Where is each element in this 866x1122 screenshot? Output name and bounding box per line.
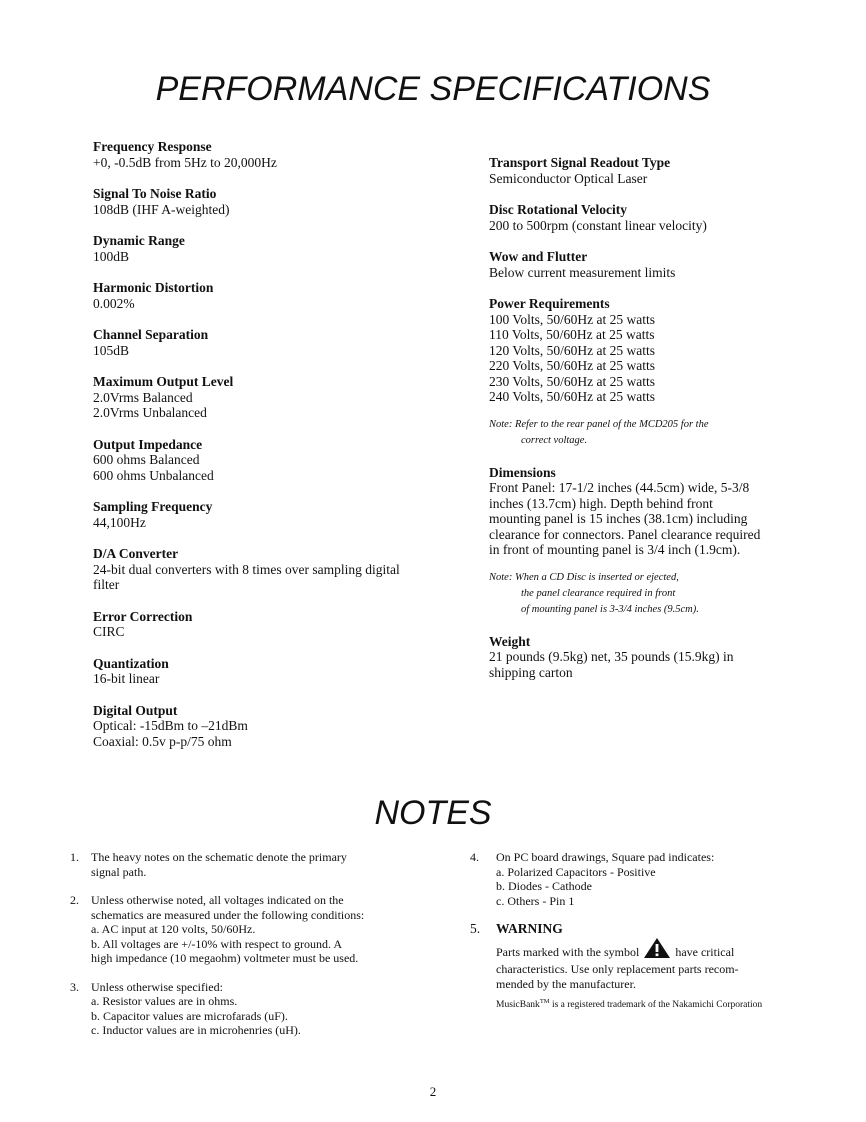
note-number: 3. [70, 979, 79, 994]
spec-heading: D/A Converter [93, 546, 179, 561]
spec-disc-velocity [489, 202, 789, 233]
spec-value: 24-bit dual converters with 8 times over sampling digital [93, 561, 400, 577]
notes-title: NOTES [374, 794, 492, 832]
spec-heading: Harmonic Distortion [93, 280, 214, 295]
note-line: signal path. [91, 864, 147, 879]
note-3 [70, 980, 390, 1038]
spec-heading: Dimensions [489, 464, 556, 480]
spec-heading: Error Correction [93, 608, 193, 624]
spec-value: 100dB [93, 248, 130, 264]
spec-output-impedance [93, 437, 423, 484]
note-line: Unless otherwise specified: [91, 979, 223, 994]
specs-left-column [93, 139, 423, 765]
spec-harmonic-distortion [93, 280, 423, 311]
trademark-notice [496, 995, 790, 1013]
trademark-symbol: TM [539, 998, 550, 1005]
spec-value: 600 ohms Unbalanced [93, 467, 214, 483]
note-line: the panel clearance required in front [521, 587, 676, 599]
spec-heading: Channel Separation [93, 327, 209, 342]
spec-value: Coaxial: 0.5v p-p/75 ohm [93, 733, 232, 749]
spec-value: 16-bit linear [93, 671, 160, 686]
spec-heading: Power Requirements [489, 296, 610, 311]
spec-value: inches (13.7cm) high. Depth behind front [489, 495, 713, 511]
spec-wow-flutter [489, 249, 789, 280]
spec-dynamic-range [93, 233, 423, 264]
spec-heading: Sampling Frequency [93, 499, 213, 514]
note-2 [70, 893, 390, 966]
spec-power-requirements [489, 296, 789, 405]
note-line: schematics are measured under the following conditions: [91, 907, 365, 922]
spec-value: Front Panel: 17-1/2 inches (44.5cm) wide, 5-3/8 [489, 480, 750, 495]
spec-dimensions [489, 465, 789, 558]
note-number: 4. [470, 850, 479, 864]
note-line [496, 937, 790, 963]
note-line: On PC board drawings, Square pad indicates: [496, 850, 715, 864]
spec-heading: Quantization [93, 655, 169, 671]
spec-value: 600 ohms Balanced [93, 452, 200, 467]
spec-value: Semiconductor Optical Laser [489, 170, 648, 186]
note-line: Note: Refer to the rear panel of the MCD205 for the [489, 418, 709, 430]
note-line: a. Polarized Capacitors - Positive [496, 864, 656, 879]
spec-digital-output [93, 703, 423, 750]
warning-heading: WARNING [496, 921, 563, 936]
note-1 [70, 850, 390, 879]
spec-value: 220 Volts, 50/60Hz at 25 watts [489, 358, 656, 373]
spec-da-converter [93, 546, 423, 593]
note-line: of mounting panel is 3-3/4 inches (9.5cm). [521, 603, 699, 615]
spec-value: +0, -0.5dB from 5Hz to 20,000Hz [93, 154, 277, 170]
note-line: a. Resistor values are in ohms. [91, 994, 238, 1008]
note-line: characteristics. Use only replacement parts recom- [496, 962, 739, 976]
spec-value: 105dB [93, 342, 130, 358]
spec-value: filter [93, 577, 120, 592]
spec-heading: Digital Output [93, 702, 178, 718]
spec-value: 0.002% [93, 295, 135, 311]
spec-value: 2.0Vrms Unbalanced [93, 405, 207, 420]
spec-heading: Frequency Response [93, 139, 212, 154]
spec-channel-separation [93, 327, 423, 358]
page-title: PERFORMANCE SPECIFICATIONS [155, 70, 711, 108]
spec-value: 44,100Hz [93, 514, 146, 530]
spec-heading: Transport Signal Readout Type [489, 155, 671, 170]
spec-frequency-response [93, 139, 423, 170]
note-line: a. AC input at 120 volts, 50/60Hz. [91, 922, 256, 936]
note-line: c. Inductor values are in microhenries (uH). [91, 1023, 301, 1037]
spec-value: 200 to 500rpm (constant linear velocity) [489, 217, 707, 233]
spec-quantization [93, 656, 423, 687]
spec-value: mounting panel is 15 inches (38.1cm) including [489, 511, 748, 526]
spec-heading: Weight [489, 633, 531, 649]
spec-heading: Wow and Flutter [489, 249, 588, 264]
note-line: The heavy notes on the schematic denote the primary [91, 850, 347, 864]
spec-weight [489, 634, 789, 681]
spec-value: 108dB (IHF A-weighted) [93, 201, 230, 217]
page-number: 2 [429, 1084, 437, 1099]
spec-value: 2.0Vrms Balanced [93, 389, 193, 405]
spec-heading: Output Impedance [93, 436, 203, 452]
spec-heading: Maximum Output Level [93, 374, 234, 389]
spec-value: 240 Volts, 50/60Hz at 25 watts [489, 389, 656, 404]
note-line: correct voltage. [521, 434, 588, 446]
spec-value: in front of mounting panel is 3/4 inch (1.9cm). [489, 542, 741, 557]
note-number: 2. [70, 893, 79, 907]
spec-error-correction [93, 609, 423, 640]
spec-value: 120 Volts, 50/60Hz at 25 watts [489, 342, 656, 358]
spec-heading: Dynamic Range [93, 233, 185, 248]
specs-right-column [489, 155, 789, 696]
note-line: c. Others - Pin 1 [496, 893, 575, 908]
spec-maximum-output-level [93, 374, 423, 421]
notes-right-column [470, 850, 790, 1027]
warning-text-after: have critical [675, 944, 735, 959]
spec-transport-readout [489, 155, 789, 186]
spec-value: 100 Volts, 50/60Hz at 25 watts [489, 311, 656, 327]
spec-heading: Disc Rotational Velocity [489, 202, 627, 217]
spec-value: Optical: -15dBm to –21dBm [93, 718, 248, 733]
spec-heading: Signal To Noise Ratio [93, 186, 217, 201]
spec-value: 230 Volts, 50/60Hz at 25 watts [489, 373, 656, 389]
note-line: b. Capacitor values are microfarads (uF). [91, 1008, 288, 1023]
note-number: 5. [470, 921, 481, 936]
spec-value: clearance for connectors. Panel clearance required [489, 526, 761, 542]
warning-triangle-icon [643, 937, 671, 963]
note-line: mended by the manufacturer. [496, 976, 636, 991]
trademark-brand: MusicBank [496, 1000, 540, 1011]
note-line: b. All voltages are +/-10% with respect to ground. A [91, 936, 343, 951]
spec-value: Below current measurement limits [489, 264, 676, 280]
power-note [489, 417, 789, 449]
note-line: Unless otherwise noted, all voltages indicated on the [91, 893, 344, 907]
warning-text-before: Parts marked with the symbol [496, 944, 640, 959]
spec-value: 110 Volts, 50/60Hz at 25 watts [489, 327, 655, 342]
dimensions-note [489, 570, 789, 618]
spec-value: CIRC [93, 624, 125, 639]
note-number: 1. [70, 850, 79, 864]
note-5-warning [470, 922, 790, 1013]
note-line: high impedance (10 megaohm) voltmeter must be used. [91, 951, 359, 965]
spec-signal-to-noise [93, 186, 423, 217]
spec-value: shipping carton [489, 664, 573, 680]
notes-left-column [70, 850, 390, 1052]
trademark-text: is a registered trademark of the Nakamichi Corporation [549, 1000, 763, 1011]
spec-value: 21 pounds (9.5kg) net, 35 pounds (15.9kg) in [489, 649, 734, 664]
spec-sampling-frequency [93, 499, 423, 530]
note-4 [470, 850, 790, 908]
note-line: b. Diodes - Cathode [496, 879, 592, 893]
note-line: Note: When a CD Disc is inserted or ejected, [489, 571, 679, 583]
